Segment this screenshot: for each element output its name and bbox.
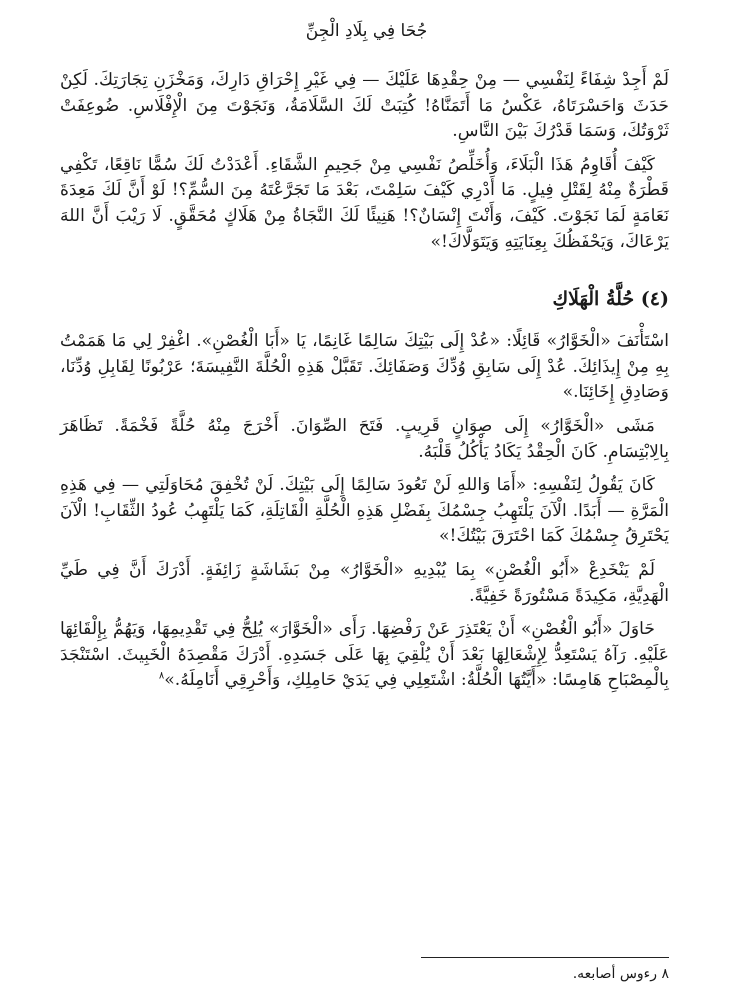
paragraph [60,617,669,694]
paragraph: لَمْ أَجِدْ شِفَاءً لِنَفْسِي — مِنْ حِقْدِهَا عَلَيْكَ — فِي غَيْرِ إِحْرَاقِ دَارِكَ، وَمَخْزَنِ تِجَارَتِكَ. لَكِنْ حَدَثَ وَاحَسْرَتَاهُ، عَكْسُ مَا أَتَمَنَّاهُ! كُتِبَتْ لَكَ السَّلَامَةُ، وَنَجَوْتَ مِنَ الْإِفْلَاسِ. ضُوعِفَتْ ثَرْوَتُكَ، وَسَمَا قَدْرُكَ بَيْنَ النَّاسِ. [60,70,669,142]
paragraph: كَانَ يَقُولُ لِنَفْسِهِ: «أَمَا وَاللهِ لَنْ تَعُودَ سَالِمًا إِلَى بَيْتِكَ. لَنْ تُخْفِقَ مُحَاوَلَتِي — فِي هَذِهِ الْمَرَّةِ — أَبَدًا. الْآنَ يَلْتَهِبُ جِسْمُكَ بِفَضْلِ هَذِهِ الْحُلَّةِ الْقَاتِلَةِ، كَمَا يَلْتَهِبُ عُودُ الثِّقَابِ! الْآنَ يَحْتَرِقُ جِسْمُكَ كَمَا احْتَرَقَ بَيْتُكَ!» [60,475,669,547]
paragraph-text: حَاوَلَ «أَبُو الْغُصْنِ» أَنْ يَعْتَذِرَ عَنْ رَفْضِهَا. رَأَى «الْخَوَّارَ» يُلِحُّ فِي تَقْدِيمِهَا، وَيَهُمُّ بِإِلْقَائِهَا عَلَيْهِ. رَآهُ يَسْتَعِدُّ لِإِشْعَالِهَا بَعْدَ أَنْ يُلْقِيَ بِهَا عَلَى جَسَدِهِ. أَدْرَكَ مَقْصِدَهُ الْخَبِيثَ. اسْتَنْجَدَ بِالْمِصْبَاحِ هَامِسًا: «أَيَّتُهَا الْحُلَّةُ: اشْتَعِلِي فِي يَدَيْ حَامِلِكِ، وَأَحْرِقِي أَنَامِلَهُ.» [60,619,669,691]
body-text [60,68,669,702]
footnote: ٨ رءوس أصابعه. [572,966,669,982]
section-heading: (٤) حُلَّةُ الْهَلَاكِ [552,288,669,311]
footnote-reference: ٨ [158,670,165,682]
paragraph: مَشَى «الْخَوَّارُ» إِلَى صِوَانٍ قَرِيبٍ. فَتَحَ الصِّوَانَ. أَخْرَجَ مِنْهُ حُلَّةً فَخْمَةً. تَظَاهَرَ بِالِابْتِسَامِ. كَانَ الْحِقْدُ يَكَادُ يَأْكُلُ قَلْبَهُ. [60,415,669,462]
paragraph: كَيْفَ أُقَاوِمُ هَذَا الْبَلَاءَ، وَأُخَلِّصُ نَفْسِي مِنْ جَحِيمِ الشَّقَاءِ. أَعْدَدْتُ لَكَ سُمًّا نَاقِعًا، تَكْفِي قَطْرَةٌ مِنْهُ لِقَتْلِ فِيلٍ. مَا أَدْرِي كَيْفَ سَلِمْتَ، بَعْدَ مَا تَجَرَّعْتَهُ مِنَ السُّمِّ؟! لَوْ أَنَّ لَكَ مَعِدَةَ نَعَامَةٍ لَمَا نَجَوْتَ. كَيْفَ، وَأَنْتَ إِنْسَانٌ؟! هَنِيئًا لَكَ النَّجَاةُ مِنْ هَلَاكٍ مُحَقَّقٍ. لَا رَيْبَ أَنَّ اللهَ يَرْعَاكَ، وَيَحْفَظُكَ بِعِنَايَتِهِ وَيَتَوَلَّاكَ!» [60,154,669,252]
running-title: جُحَا فِي بِلَادِ الْجِنِّ [305,21,428,41]
paragraph: اسْتَأْنَفَ «الْخَوَّارُ» قَائِلًا: «عُدْ إِلَى بَيْتِكَ سَالِمًا غَانِمًا، يَا «أَبَا الْغُصْنِ». اغْفِرْ لِي مَا هَمَمْتُ بِهِ مِنْ إِيذَائِكَ. عُدْ إِلَى سَابِقِ وُدِّكَ وَصَفَائِكَ. تَقَبَّلْ هَذِهِ الْحُلَّةَ النَّفِيسَةَ؛ عَرْبُونًا لِقَابِلِ وُدِّنَا، وَصَادِقِ إِخَائِنَا.» [60,331,669,403]
paragraph: لَمْ يَنْخَدِعْ «أَبُو الْغُصْنِ» بِمَا يُبْدِيهِ «الْخَوَّارُ» مِنْ بَشَاشَةٍ زَائِفَةٍ. أَدْرَكَ أَنَّ فِي طَيِّ الْهَدِيَّةِ، مَكِيدَةً مَسْتُورَةً خَفِيَّةً. [60,559,669,606]
footnote-divider [421,957,669,958]
